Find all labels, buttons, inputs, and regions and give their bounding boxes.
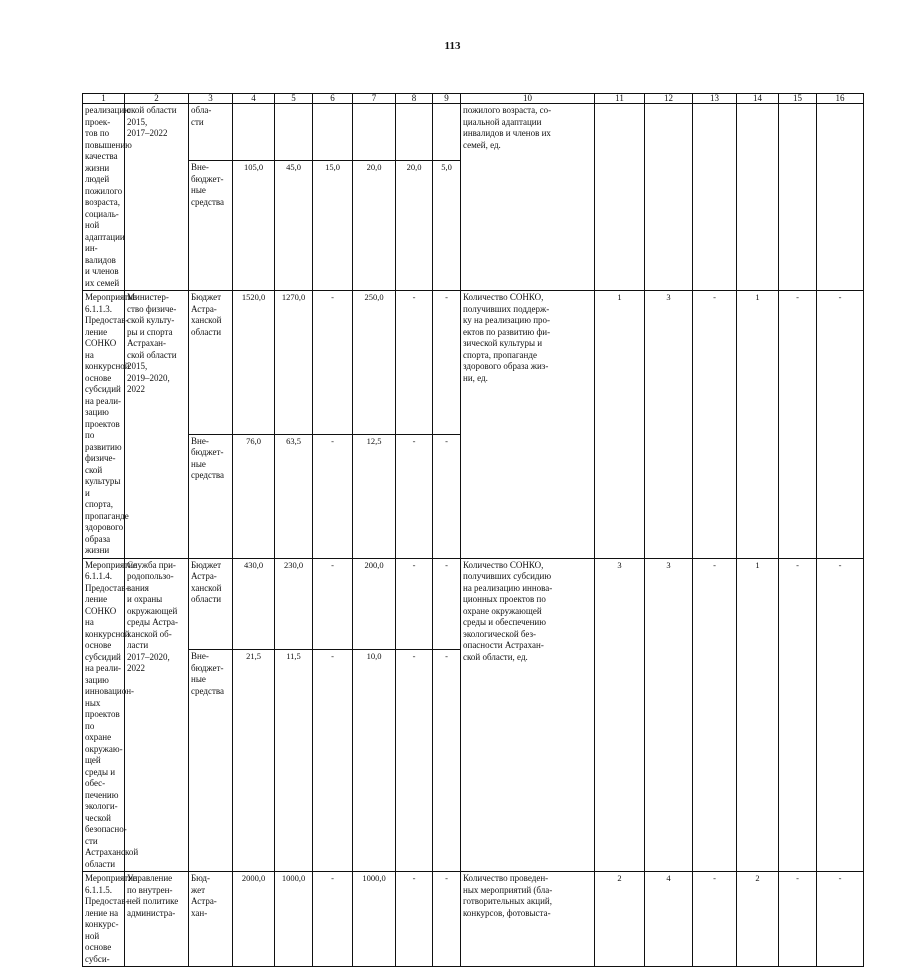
target-cell: [645, 104, 693, 291]
funding-source-cell: Вне- бюджет- ные средства: [189, 161, 233, 291]
target-cell: 3: [645, 558, 693, 872]
value-cell: -: [433, 650, 461, 872]
indicator-cell: пожилого возраста, со- циальной адаптации инвалидов и членов их семей, ед.: [461, 104, 595, 291]
value-cell: -: [313, 291, 353, 435]
column-header: 11: [595, 94, 645, 104]
funding-source-cell: Бюджет Астра- ханской области: [189, 558, 233, 650]
column-header: 15: [779, 94, 817, 104]
value-cell: -: [396, 558, 433, 650]
value-cell: 20,0: [396, 161, 433, 291]
column-header: 1: [83, 94, 125, 104]
target-cell: -: [779, 558, 817, 872]
measure-cell: Мероприятие 6.1.1.4. Предостав- ление СОНКО на конкурсной основе субсидий на реали- зацию инновацион- ных проектов по охране окружаю- щей среды и обес- печению экологи- ческой безопасно- сти Астраханской области: [83, 558, 125, 872]
target-cell: 1: [737, 558, 779, 872]
value-cell: [313, 104, 353, 161]
indicator-cell: Количество СОНКО, получивших поддерж- ку на реализацию про- ектов по развитию фи- зической культуры и спорта, пропаганде здорового образа жиз- ни, ед.: [461, 291, 595, 559]
column-header: 10: [461, 94, 595, 104]
column-header: 8: [396, 94, 433, 104]
value-cell: -: [313, 558, 353, 650]
column-header: 2: [125, 94, 189, 104]
value-cell: 1520,0: [233, 291, 275, 435]
value-cell: -: [433, 291, 461, 435]
table-header-row: [83, 94, 864, 104]
target-cell: [817, 104, 864, 291]
target-cell: 1: [737, 291, 779, 559]
value-cell: 15,0: [313, 161, 353, 291]
value-cell: 45,0: [275, 161, 313, 291]
value-cell: 200,0: [353, 558, 396, 650]
target-cell: -: [693, 558, 737, 872]
column-header: 6: [313, 94, 353, 104]
value-cell: -: [313, 650, 353, 872]
target-cell: [737, 104, 779, 291]
value-cell: 10,0: [353, 650, 396, 872]
value-cell: 12,5: [353, 434, 396, 558]
target-cell: -: [693, 291, 737, 559]
target-cell: -: [817, 291, 864, 559]
table-row: [83, 104, 864, 161]
value-cell: -: [313, 872, 353, 967]
column-header: 4: [233, 94, 275, 104]
table-row: [83, 558, 864, 650]
value-cell: -: [433, 872, 461, 967]
value-cell: 2000,0: [233, 872, 275, 967]
table-row: [83, 291, 864, 435]
target-cell: 3: [645, 291, 693, 559]
value-cell: 20,0: [353, 161, 396, 291]
column-header: 5: [275, 94, 313, 104]
funding-source-cell: обла- сти: [189, 104, 233, 161]
executor-cell: Управление по внутрен- ней политике администра-: [125, 872, 189, 967]
value-cell: 11,5: [275, 650, 313, 872]
target-cell: [693, 104, 737, 291]
value-cell: -: [433, 434, 461, 558]
value-cell: 1000,0: [275, 872, 313, 967]
target-cell: -: [779, 872, 817, 967]
executor-cell: Служба при- родопользо- вания и охраны окружающей среды Астра- ханской об- ласти 2017–2020, 2022: [125, 558, 189, 872]
indicator-cell: Количество СОНКО, получивших субсидию на реализацию иннова- ционных проектов по охране окружающей среды и обеспечению экологической без- опасности Астрахан- ской области, ед.: [461, 558, 595, 872]
value-cell: 105,0: [233, 161, 275, 291]
value-cell: [433, 104, 461, 161]
column-header: 9: [433, 94, 461, 104]
value-cell: 430,0: [233, 558, 275, 650]
target-cell: -: [779, 291, 817, 559]
table-row: [83, 872, 864, 967]
column-header: 16: [817, 94, 864, 104]
target-cell: -: [693, 872, 737, 967]
value-cell: 250,0: [353, 291, 396, 435]
value-cell: -: [433, 558, 461, 650]
funding-source-cell: Бюджет Астра- ханской области: [189, 291, 233, 435]
value-cell: [353, 104, 396, 161]
funding-source-cell: Бюд- жет Астра- хан-: [189, 872, 233, 967]
executor-cell: ской области 2015, 2017–2022: [125, 104, 189, 291]
funding-source-cell: Вне- бюджет- ные средства: [189, 650, 233, 872]
column-header: 12: [645, 94, 693, 104]
value-cell: 5,0: [433, 161, 461, 291]
target-cell: 2: [737, 872, 779, 967]
target-cell: 1: [595, 291, 645, 559]
target-cell: -: [817, 558, 864, 872]
indicator-cell: Количество проведен- ных мероприятий (бла- готворительных акций, конкурсов, фотовыста-: [461, 872, 595, 967]
target-cell: 4: [645, 872, 693, 967]
value-cell: -: [313, 434, 353, 558]
funding-source-cell: Вне- бюджет- ные средства: [189, 434, 233, 558]
value-cell: 230,0: [275, 558, 313, 650]
measure-cell: Мероприятие 6.1.1.3. Предостав- ление СОНКО на конкурсной основе субсидий на реали- зацию проектов по развитию физиче- ской культуры и спорта, пропаганде здорового образа жизни: [83, 291, 125, 559]
value-cell: [275, 104, 313, 161]
value-cell: -: [396, 434, 433, 558]
measure-cell: Мероприятие 6.1.1.5. Предостав- ление на конкурс- ной основе субси-: [83, 872, 125, 967]
executor-cell: Министер- ство физиче- ской культу- ры и спорта Астрахан- ской области 2015, 2019–2020, 2022: [125, 291, 189, 559]
value-cell: 21,5: [233, 650, 275, 872]
value-cell: 63,5: [275, 434, 313, 558]
target-cell: 3: [595, 558, 645, 872]
target-cell: 2: [595, 872, 645, 967]
page-number: 113: [444, 40, 461, 52]
column-header: 13: [693, 94, 737, 104]
value-cell: -: [396, 291, 433, 435]
column-header: 3: [189, 94, 233, 104]
target-cell: [595, 104, 645, 291]
target-cell: -: [817, 872, 864, 967]
value-cell: [396, 104, 433, 161]
column-header: 14: [737, 94, 779, 104]
value-cell: -: [396, 650, 433, 872]
column-header: 7: [353, 94, 396, 104]
value-cell: 76,0: [233, 434, 275, 558]
target-cell: [779, 104, 817, 291]
value-cell: 1270,0: [275, 291, 313, 435]
value-cell: [233, 104, 275, 161]
value-cell: 1000,0: [353, 872, 396, 967]
value-cell: -: [396, 872, 433, 967]
program-activities-table: [82, 93, 864, 967]
measure-cell: реализацию проек- тов по повышению качества жизни людей пожилого возраста, социаль- ной адаптации ин- валидов и членов их семей: [83, 104, 125, 291]
